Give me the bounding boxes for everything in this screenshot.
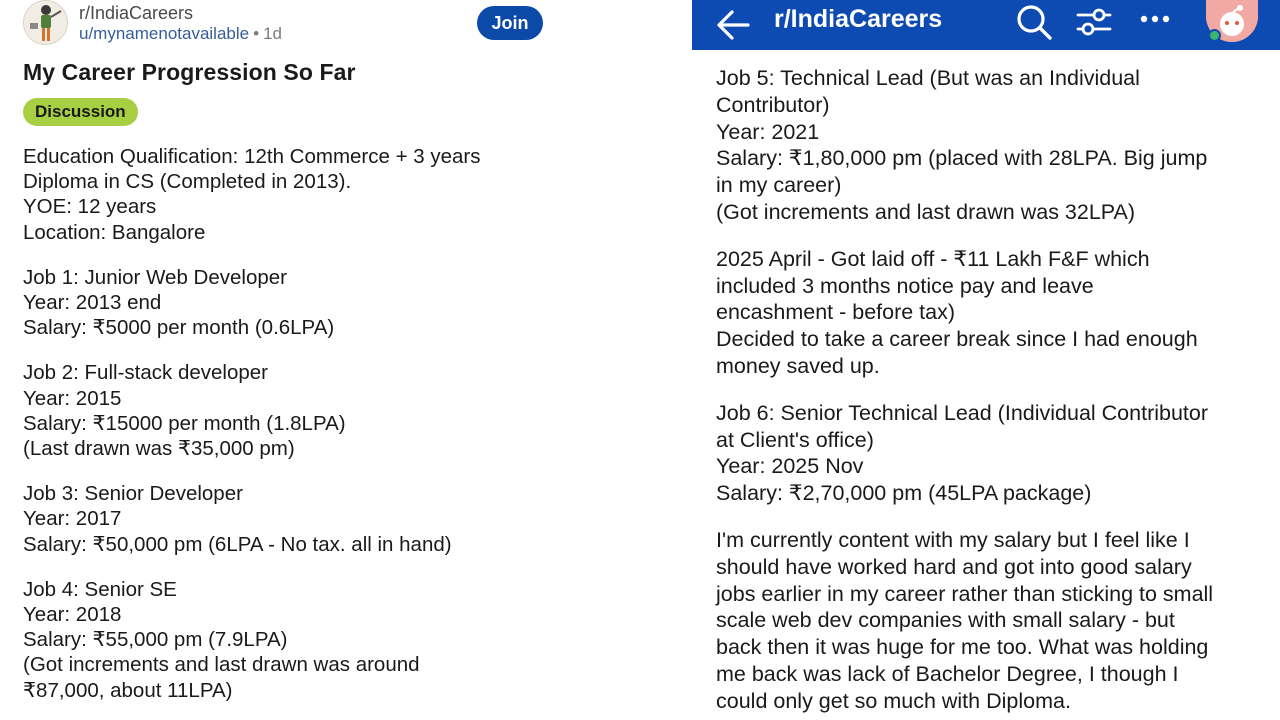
text-line: Job 4: Senior SE xyxy=(23,577,177,601)
text-line: Job 6: Senior Technical Lead (Individual Contributor xyxy=(716,400,1209,425)
text-line: (Last drawn was ₹35,000 pm) xyxy=(23,437,295,461)
text-line: Salary: ₹5000 per month (0.6LPA) xyxy=(23,316,335,340)
text-line: (Got increments and last drawn was around xyxy=(23,653,420,677)
subreddit-name[interactable]: r/IndiaCareers xyxy=(79,3,194,23)
text-line: Location: Bangalore xyxy=(23,220,206,244)
text-line: Year: 2013 end xyxy=(23,291,162,315)
right-post-panel xyxy=(692,0,1280,720)
filter-icon[interactable] xyxy=(1074,2,1114,42)
text-line: money saved up. xyxy=(716,353,880,378)
text-line: Contributor) xyxy=(716,92,830,117)
text-line: Diploma in CS (Completed in 2013). xyxy=(23,170,352,194)
paragraph xyxy=(23,577,663,703)
flair-badge[interactable]: Discussion xyxy=(23,98,138,126)
search-icon[interactable] xyxy=(1014,2,1054,42)
post-header xyxy=(23,0,553,48)
text-line: YOE: 12 years xyxy=(23,195,157,219)
text-line: Year: 2017 xyxy=(23,507,122,531)
post-body xyxy=(23,144,663,720)
paragraph xyxy=(23,481,663,557)
more-icon[interactable] xyxy=(1136,4,1176,44)
paragraph xyxy=(23,265,663,341)
text-line: Salary: ₹50,000 pm (6LPA - No tax. all in hand) xyxy=(23,532,452,556)
post-title: My Career Progression So Far xyxy=(23,59,356,85)
text-line: Year: 2025 Nov xyxy=(716,454,864,479)
text-line: jobs earlier in my career rather than sticking to small xyxy=(716,581,1214,606)
text-line: Education Qualification: 12th Commerce + 3 years xyxy=(23,145,481,168)
online-status-dot xyxy=(1208,29,1221,42)
author-username[interactable]: u/mynamenotavailable xyxy=(79,24,250,43)
text-line: Salary: ₹1,80,000 pm (placed with 28LPA. Big jump xyxy=(716,146,1208,171)
post-body-continued xyxy=(716,65,1266,720)
topbar-title: r/IndiaCareers xyxy=(774,5,943,33)
text-line: at Client's office) xyxy=(716,427,874,452)
separator-dot: • xyxy=(253,24,260,43)
text-line: in my career) xyxy=(716,173,842,198)
text-line: Decided to take a career break since I had enough xyxy=(716,327,1198,352)
text-line: Job 3: Senior Developer xyxy=(23,482,243,506)
text-line: 2025 April - Got laid off - ₹11 Lakh F&F which xyxy=(716,246,1150,271)
text-line: Job 5: Technical Lead (But was an Individual xyxy=(716,66,1140,90)
text-line: Job 1: Junior Web Developer xyxy=(23,265,287,289)
text-line: Year: 2015 xyxy=(23,386,122,410)
text-line: back then it was huge for me too. What was holding xyxy=(716,635,1209,660)
text-line: Salary: ₹2,70,000 pm (45LPA package) xyxy=(716,481,1092,506)
text-line: should have worked hard and got into good salary xyxy=(716,554,1192,579)
paragraph xyxy=(23,144,663,245)
author-line xyxy=(79,24,282,44)
text-line: scale web dev companies with small salary - but xyxy=(716,608,1175,633)
text-line: Year: 2018 xyxy=(23,603,122,627)
paragraph xyxy=(716,400,1266,507)
text-line: Year: 2021 xyxy=(716,119,820,144)
paragraph xyxy=(716,65,1266,226)
text-line: Salary: ₹15000 per month (1.8LPA) xyxy=(23,411,346,435)
paragraph xyxy=(23,360,663,461)
text-line: (Got increments and last drawn was 32LPA) xyxy=(716,199,1136,224)
text-line: me back was lack of Bachelor Degree, I though I xyxy=(716,661,1179,686)
text-line: included 3 months notice pay and leave xyxy=(716,273,1094,298)
text-line: Salary: ₹55,000 pm (7.9LPA) xyxy=(23,628,288,652)
text-line: could only get so much with Diploma. xyxy=(716,688,1071,713)
back-arrow-icon[interactable] xyxy=(714,6,752,44)
paragraph xyxy=(716,527,1266,715)
text-line: I'm currently content with my salary but I feel like I xyxy=(716,527,1190,552)
text-line: ₹87,000, about 11LPA) xyxy=(23,678,233,702)
top-app-bar xyxy=(692,0,1280,50)
post-age: 1d xyxy=(263,24,282,43)
paragraph xyxy=(716,246,1266,380)
join-button[interactable]: Join xyxy=(477,6,543,40)
subreddit-avatar[interactable] xyxy=(23,0,68,45)
text-line: Job 2: Full-stack developer xyxy=(23,361,268,385)
text-line: encashment - before tax) xyxy=(716,300,956,325)
